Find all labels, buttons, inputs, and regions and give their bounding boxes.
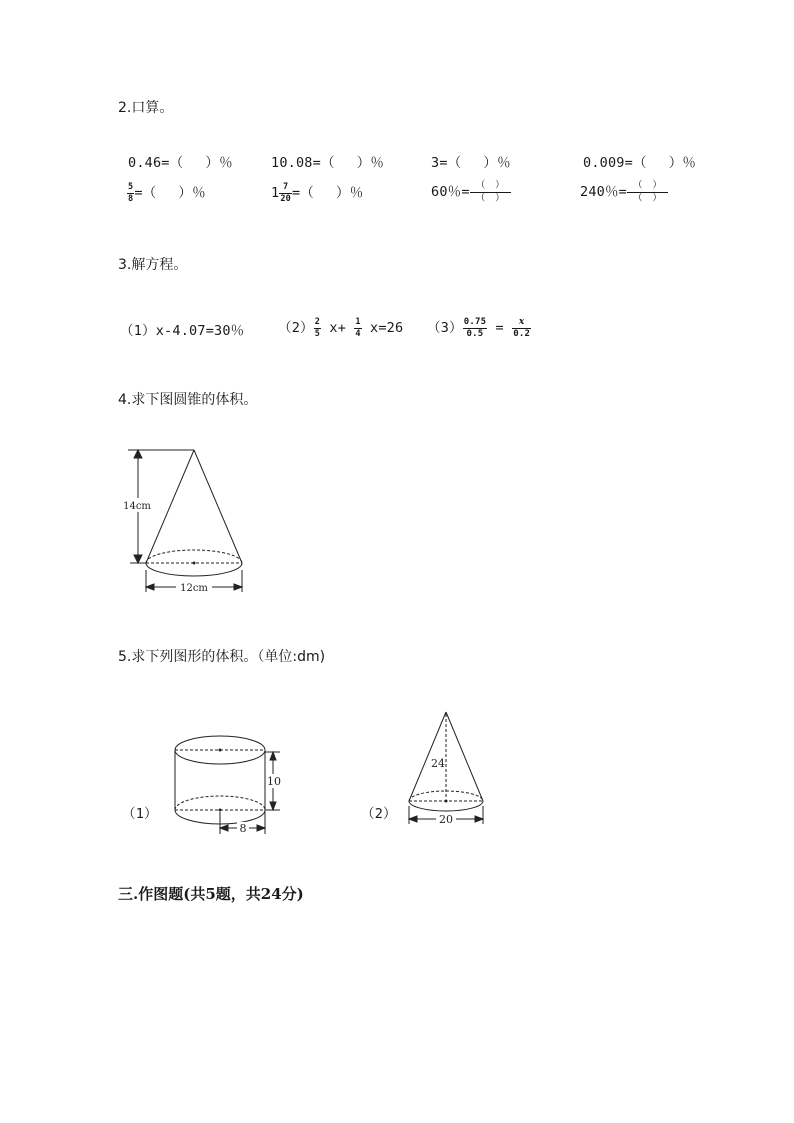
diameter-label: 20 bbox=[439, 813, 453, 826]
arrow-head-right bbox=[257, 825, 265, 831]
fraction: $\frac{2}{5}$ bbox=[314, 317, 321, 339]
cylinder-base-back bbox=[175, 796, 265, 810]
height-label: 14cm bbox=[123, 501, 151, 512]
q5-title: 5.求下列图形的体积。（单位:dm) bbox=[118, 649, 326, 665]
q3-title: 3.解方程。 bbox=[118, 257, 188, 273]
cone2-figure bbox=[400, 706, 496, 830]
top-center-dot bbox=[219, 749, 222, 752]
cone-base-front bbox=[146, 563, 242, 576]
fraction: $\frac{7}{20}$ bbox=[280, 182, 291, 204]
blank-fraction: $\frac{( )}{( )}$ bbox=[470, 181, 511, 203]
radius-label: 8 bbox=[239, 822, 247, 835]
arrow-head-down bbox=[270, 802, 276, 810]
arrow-head-down bbox=[134, 555, 142, 563]
q4-title: 4.求下图圆锥的体积。 bbox=[118, 392, 258, 408]
arrow-head-right bbox=[234, 584, 242, 590]
diameter-label: 12cm bbox=[180, 583, 208, 594]
fraction: $\frac{0.75}{0.5}$ bbox=[463, 316, 487, 339]
q2-item-7: 60％= $\frac{( )}{( )}$ bbox=[431, 180, 511, 203]
q2-item-4: 0.009=（ ）％ bbox=[583, 155, 697, 171]
arrow-head-right bbox=[475, 816, 483, 822]
q2-title: 2.口算。 bbox=[118, 100, 174, 116]
fig2-label: （2） bbox=[361, 806, 397, 822]
section-3-heading: 三.作图题(共5题，共24分) bbox=[118, 885, 304, 903]
cone-right-side bbox=[446, 712, 483, 801]
q3-equation-3: （3） $\frac{0.75}{0.5}$ = $\frac{x}{0.2}$ bbox=[427, 316, 531, 339]
fraction: $\frac{1}{4}$ bbox=[355, 317, 361, 339]
cone-right-side bbox=[194, 450, 242, 563]
cone-base-back bbox=[146, 550, 242, 563]
fraction: $\frac{5}{8}$ bbox=[128, 182, 134, 204]
height-label: 10 bbox=[267, 775, 281, 788]
height-label: 24 bbox=[431, 757, 445, 770]
base-center-dot bbox=[445, 800, 448, 803]
q2-item-3: 3=（ ）％ bbox=[431, 155, 511, 171]
arrow-head-left bbox=[409, 816, 417, 822]
base-center-dot bbox=[193, 562, 196, 565]
arrow-head-up bbox=[270, 752, 276, 760]
arrow-head-left bbox=[220, 825, 228, 831]
base-center-dot bbox=[219, 809, 222, 812]
q3-equation-2: （2） $\frac{2}{5}$ x+ $\frac{1}{4}$ x=26 bbox=[278, 317, 404, 339]
fig1-label: （1） bbox=[122, 806, 158, 822]
q2-item-2: 10.08=（ ）％ bbox=[271, 155, 385, 171]
q3-equation-1: （1）x-4.07=30％ bbox=[120, 323, 245, 339]
q2-item-6: 1 $\frac{7}{20}$ =（ ）％ bbox=[271, 182, 364, 204]
arrow-head-left bbox=[146, 584, 154, 590]
q2-item-8: 240％= $\frac{( )}{( )}$ bbox=[580, 180, 668, 203]
arrow-head-up bbox=[134, 450, 142, 458]
fraction: $\frac{x}{0.2}$ bbox=[513, 316, 531, 339]
blank-fraction: $\frac{( )}{( )}$ bbox=[627, 181, 668, 203]
q2-item-5: $\frac{5}{8}$ =（ ）％ bbox=[128, 182, 206, 204]
cylinder-figure bbox=[168, 730, 288, 842]
q2-item-1: 0.46=（ ）％ bbox=[128, 155, 233, 171]
cone-figure bbox=[118, 440, 258, 600]
